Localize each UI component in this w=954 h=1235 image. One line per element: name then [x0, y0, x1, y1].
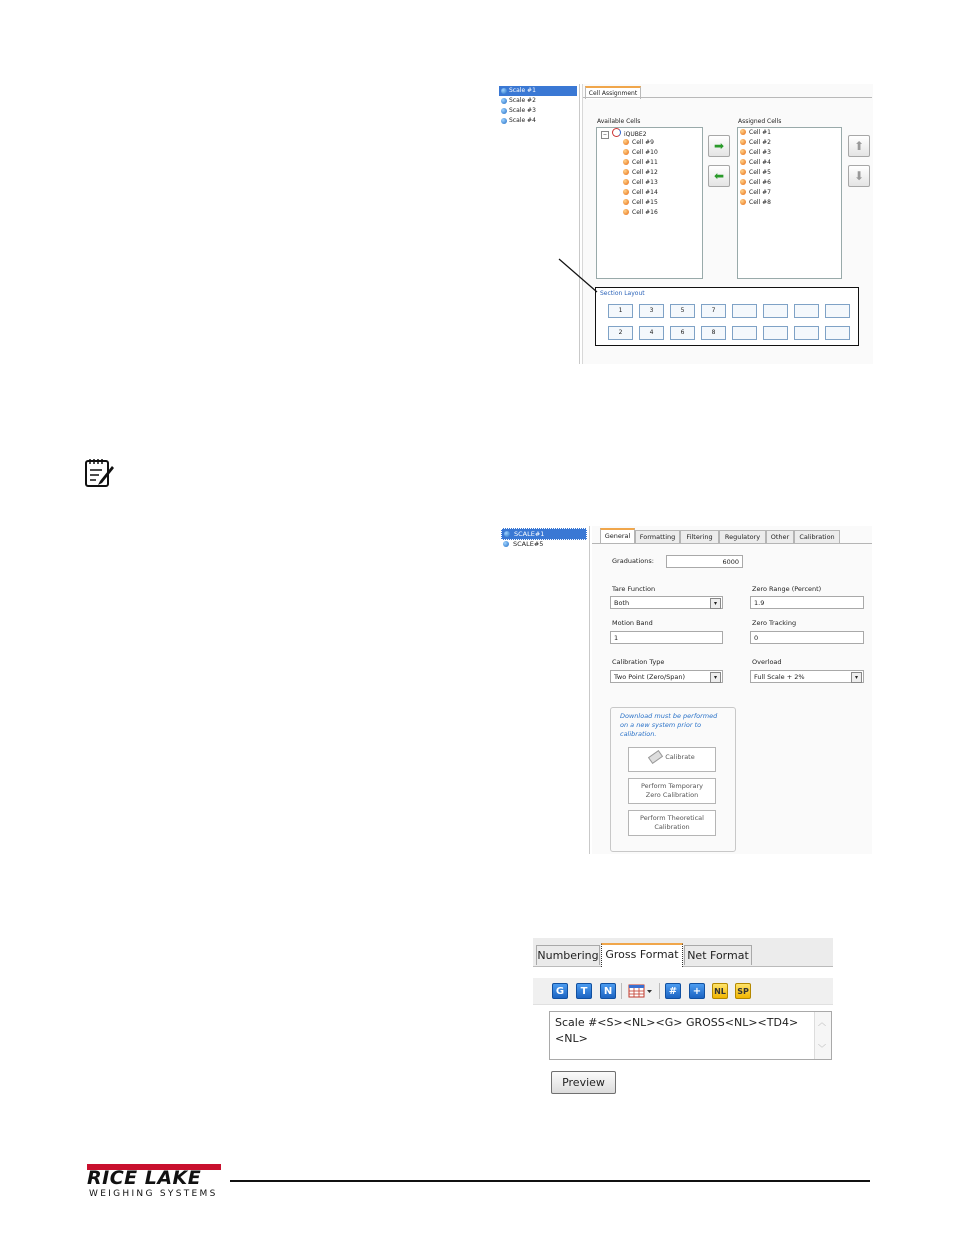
move-down-button[interactable]	[848, 165, 870, 187]
scale-label: Scale #4	[509, 117, 536, 124]
available-cells-label: Available Cells	[597, 118, 641, 125]
tab-filtering[interactable]: Filtering	[680, 530, 719, 543]
company-logo-subtitle: WEIGHING SYSTEMS	[89, 1189, 218, 1199]
cell-icon	[740, 169, 746, 175]
tab-divider	[592, 543, 872, 544]
preview-button[interactable]: Preview	[551, 1071, 616, 1094]
tree-root-label: iQUBE2	[624, 131, 647, 138]
cell-icon	[740, 149, 746, 155]
zero-range-input[interactable]: 1.9	[750, 596, 864, 609]
arrow-right-icon: ➡	[713, 139, 725, 153]
scale-label: Scale #3	[509, 107, 536, 114]
section-button[interactable]: 5	[670, 304, 695, 318]
download-note-line: Download must be performed	[620, 712, 718, 720]
calibration-type-select[interactable]	[610, 670, 723, 683]
space-token-button[interactable]: SP	[735, 983, 751, 999]
section-button[interactable]: 3	[639, 304, 664, 318]
calibrate-button[interactable]	[628, 747, 716, 772]
button-line: Perform Theoretical	[640, 814, 704, 822]
tab-divider	[583, 97, 872, 98]
cell-icon	[740, 179, 746, 185]
company-logo: RICE LAKE	[87, 1167, 202, 1189]
cell-label: Cell #10	[632, 149, 658, 156]
cell-label: Cell #1	[749, 129, 771, 136]
scale-label: Scale #2	[509, 97, 536, 104]
scale-label: Scale #1	[509, 87, 536, 94]
graduations-input[interactable]: 6000	[666, 555, 743, 568]
tab-formatting[interactable]: Formatting	[635, 530, 680, 543]
calibration-type-label: Calibration Type	[612, 658, 665, 666]
cell-icon	[740, 139, 746, 145]
gross-token-button[interactable]: G	[552, 983, 568, 999]
list-item[interactable]	[740, 198, 771, 208]
list-item[interactable]	[623, 158, 658, 168]
cell-icon	[740, 129, 746, 135]
arrow-down-icon: ⬇	[853, 169, 865, 183]
cell-label: Cell #14	[632, 189, 658, 196]
tab-calibration[interactable]: Calibration	[794, 530, 840, 543]
format-text: Scale #<S><NL><G> GROSS<NL><TD4><NL>	[555, 1016, 799, 1045]
gross-format-textarea[interactable]	[549, 1011, 832, 1060]
table-icon	[628, 984, 654, 999]
chevron-down-icon[interactable]: ▾	[710, 598, 721, 609]
tab-other[interactable]: Other	[766, 530, 794, 543]
section-button[interactable]	[825, 326, 850, 340]
cell-icon	[740, 189, 746, 195]
overload-select[interactable]	[750, 670, 864, 683]
download-note-line: calibration.	[620, 730, 657, 738]
list-item[interactable]	[623, 198, 658, 208]
section-button[interactable]	[825, 304, 850, 318]
zero-tracking-label: Zero Tracking	[752, 619, 797, 627]
cell-label: Cell #5	[749, 169, 771, 176]
button-line: Zero Calibration	[645, 791, 699, 799]
section-layout-group	[595, 287, 859, 346]
zero-tracking-input[interactable]: 0	[750, 631, 864, 644]
scale-item[interactable]	[501, 539, 585, 549]
cell-label: Cell #9	[632, 139, 654, 146]
section-button[interactable]: 7	[701, 304, 726, 318]
list-item[interactable]	[740, 188, 771, 198]
tab-regulatory[interactable]: Regulatory	[719, 530, 766, 543]
list-item[interactable]	[623, 148, 658, 158]
section-button[interactable]	[763, 326, 788, 340]
list-item[interactable]	[740, 128, 771, 138]
scale-label: SCALE#5	[513, 540, 544, 548]
tare-function-select[interactable]	[610, 596, 723, 609]
ticket-format-screenshot	[533, 938, 833, 1096]
list-item[interactable]	[740, 168, 771, 178]
scale-label: SCALE#1	[514, 530, 545, 538]
cell-label: Cell #13	[632, 179, 658, 186]
section-button[interactable]: 6	[670, 326, 695, 340]
overload-label: Overload	[752, 658, 782, 666]
toolbar-separator	[659, 983, 660, 999]
cell-assignment-screenshot	[497, 84, 872, 364]
scale-icon	[501, 88, 507, 94]
theoretical-calibration-button[interactable]	[628, 810, 716, 836]
list-item[interactable]	[740, 138, 771, 148]
cell-label: Cell #3	[749, 149, 771, 156]
format-toolbar	[533, 978, 833, 1005]
eraser-icon	[648, 750, 663, 764]
section-layout-label: Section Layout	[600, 290, 645, 297]
section-button[interactable]: 1	[608, 304, 633, 318]
scroll-up-icon[interactable]: ︿	[818, 1018, 826, 1027]
plus-token-button[interactable]: +	[689, 983, 705, 999]
motion-band-label: Motion Band	[612, 619, 653, 627]
table-dropdown-button[interactable]	[628, 984, 654, 999]
cell-label: Cell #2	[749, 139, 771, 146]
scale-list	[497, 84, 580, 364]
list-item[interactable]	[623, 188, 658, 198]
scale-list	[499, 526, 590, 854]
cell-label: Cell #8	[749, 199, 771, 206]
tare-function-value: Both	[614, 599, 630, 607]
newline-token-button[interactable]: NL	[712, 983, 728, 999]
list-item[interactable]	[623, 208, 658, 218]
cell-label: Cell #15	[632, 199, 658, 206]
arrow-left-icon: ⬅	[713, 169, 725, 183]
note-icon	[84, 457, 116, 489]
tab-net-format[interactable]: Net Format	[684, 945, 752, 965]
button-line: Perform Temporary	[640, 782, 704, 790]
calibrate-label: Calibrate	[665, 753, 695, 761]
scale-icon	[503, 541, 509, 547]
tree-root[interactable]	[601, 128, 647, 138]
toolbar-separator	[621, 983, 622, 999]
motion-band-input[interactable]: 1	[610, 631, 723, 644]
iqube-icon	[612, 128, 621, 137]
cell-icon	[623, 199, 629, 205]
move-up-button[interactable]	[848, 135, 870, 157]
cell-icon	[623, 139, 629, 145]
section-button[interactable]: 2	[608, 326, 633, 340]
button-line: Calibration	[654, 823, 690, 831]
section-button[interactable]	[732, 326, 757, 340]
assigned-cells-list[interactable]	[737, 127, 842, 279]
section-button[interactable]	[763, 304, 788, 318]
download-note-line: on a new system prior to	[620, 721, 702, 729]
cell-icon	[623, 159, 629, 165]
arrow-up-icon: ⬆	[853, 139, 865, 153]
list-item[interactable]	[623, 178, 658, 188]
scale-icon	[501, 108, 507, 114]
calibration-type-value: Two Point (Zero/Span)	[614, 673, 686, 681]
available-cells-list[interactable]	[596, 127, 703, 279]
section-button[interactable]	[794, 304, 819, 318]
cell-label: Cell #16	[632, 209, 658, 216]
collapse-icon[interactable]: −	[602, 132, 608, 138]
tab-gross-format[interactable]: Gross Format	[601, 943, 683, 967]
number-token-button[interactable]: #	[665, 983, 681, 999]
section-button[interactable]: 4	[639, 326, 664, 340]
tab-numbering[interactable]: Numbering	[536, 945, 600, 965]
cell-label: Cell #6	[749, 179, 771, 186]
scale-item[interactable]	[499, 106, 577, 116]
scale-icon	[501, 118, 507, 124]
scale-item[interactable]	[499, 96, 577, 106]
list-item[interactable]	[740, 148, 771, 158]
assigned-cells-label: Assigned Cells	[738, 118, 782, 125]
assign-right-button[interactable]	[708, 135, 730, 157]
chevron-down-icon[interactable]: ▾	[851, 672, 862, 683]
net-token-button[interactable]: N	[600, 983, 616, 999]
tare-function-label: Tare Function	[612, 585, 656, 593]
cell-icon	[623, 189, 629, 195]
tab-cell-assignment[interactable]: Cell Assignment	[585, 86, 641, 99]
tare-token-button[interactable]: T	[576, 983, 592, 999]
cell-icon	[740, 199, 746, 205]
cell-icon	[623, 149, 629, 155]
cell-label: Cell #12	[632, 169, 658, 176]
unassign-left-button[interactable]	[708, 165, 730, 187]
callout-line	[555, 255, 600, 295]
chevron-down-icon[interactable]: ▾	[710, 672, 721, 683]
graduations-label: Graduations:	[612, 557, 654, 565]
cell-label: Cell #7	[749, 189, 771, 196]
section-button[interactable]	[794, 326, 819, 340]
cell-icon	[623, 179, 629, 185]
cell-label: Cell #11	[632, 159, 658, 166]
calibration-group	[610, 707, 736, 852]
vertical-scrollbar[interactable]	[814, 1012, 831, 1059]
footer-rule	[230, 1180, 870, 1182]
list-item[interactable]	[623, 168, 658, 178]
overload-value: Full Scale + 2%	[754, 673, 805, 681]
scale-item[interactable]	[499, 116, 577, 126]
cell-icon	[623, 209, 629, 215]
cell-icon	[623, 169, 629, 175]
cell-icon	[740, 159, 746, 165]
cell-label: Cell #4	[749, 159, 771, 166]
tab-general[interactable]: General	[600, 528, 635, 544]
list-item[interactable]	[740, 158, 771, 168]
zero-range-label: Zero Range (Percent)	[752, 585, 822, 593]
scale-icon	[501, 98, 507, 104]
scale-general-screenshot	[499, 526, 872, 854]
scale-item[interactable]	[499, 86, 577, 96]
scroll-down-icon[interactable]: ﹀	[818, 1044, 826, 1053]
scale-icon	[504, 531, 510, 537]
section-button[interactable]	[732, 304, 757, 318]
temporary-zero-button[interactable]	[628, 778, 716, 804]
section-button[interactable]: 8	[701, 326, 726, 340]
list-item[interactable]	[740, 178, 771, 188]
format-tab-bar	[533, 938, 833, 967]
list-item[interactable]	[623, 138, 654, 148]
